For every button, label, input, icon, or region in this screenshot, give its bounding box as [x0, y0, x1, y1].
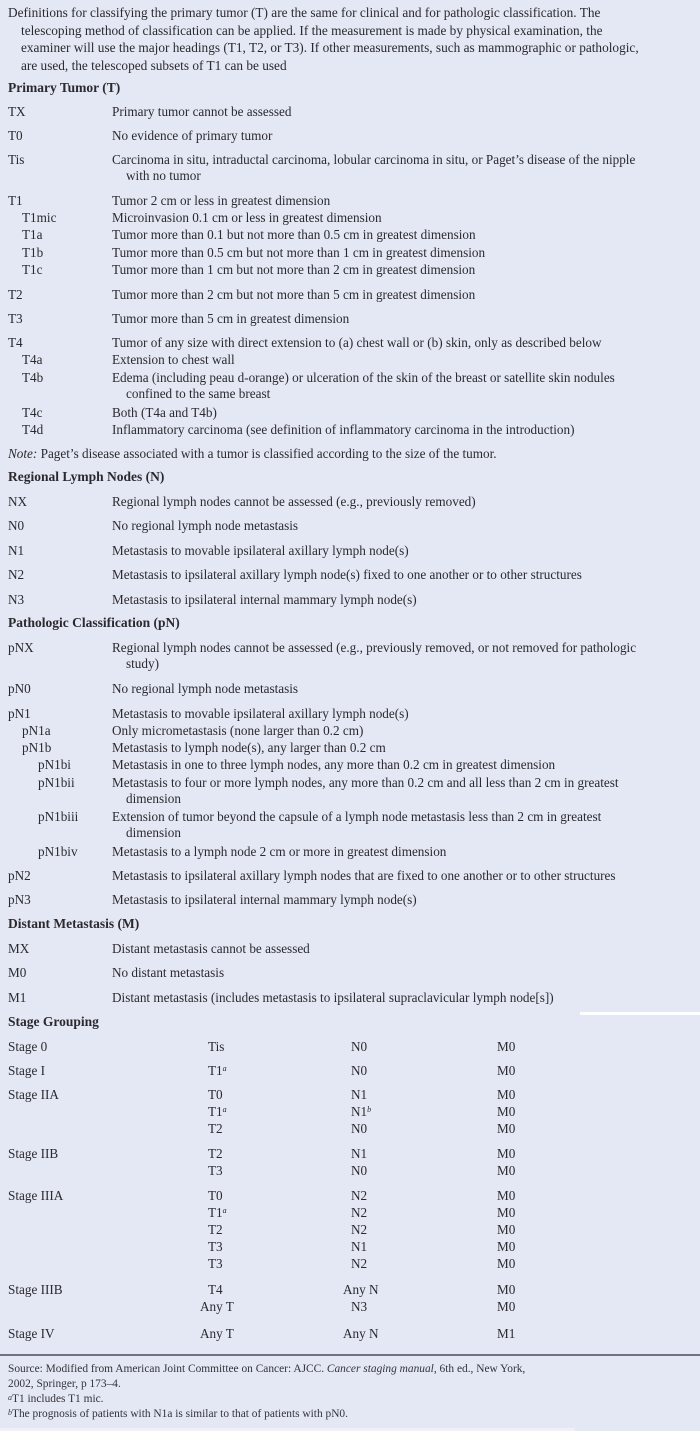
- stage-t: T0: [208, 1087, 223, 1102]
- row-desc: No evidence of primary tumor: [112, 128, 273, 143]
- stage-m: M0: [497, 1087, 516, 1102]
- row-code: pN1: [8, 706, 31, 721]
- stage-t: T0: [208, 1188, 223, 1203]
- row-desc-continued: with no tumor: [126, 168, 201, 183]
- row-desc: Tumor more than 5 cm in greatest dimension: [112, 311, 350, 326]
- source-citation: [8, 1362, 525, 1377]
- row-desc: Only micrometastasis (none larger than 0.2 cm): [112, 723, 364, 738]
- row-code: MX: [8, 941, 30, 956]
- stage-m: M0: [497, 1256, 516, 1271]
- source-text: Modified from American Joint Committee on Cancer: AJCC.: [42, 1363, 327, 1375]
- section-heading-stage-grouping: Stage Grouping: [8, 1014, 99, 1029]
- source-title: Cancer staging manual: [326, 1363, 434, 1375]
- row-code: pN1bi: [38, 757, 71, 772]
- stage-m: M0: [497, 1039, 516, 1054]
- row-code: M0: [8, 965, 27, 980]
- intro-paragraph: [8, 4, 698, 74]
- row-code: T4a: [22, 352, 43, 367]
- row-desc: No distant metastasis: [112, 965, 225, 980]
- row-desc: Regional lymph nodes cannot be assessed (e.g., previously removed): [112, 494, 476, 509]
- stage-label: Stage IV: [8, 1326, 55, 1341]
- stage-m: M0: [497, 1104, 516, 1119]
- stage-n: Any N: [343, 1326, 379, 1341]
- note-text: Paget’s disease associated with a tumor is classified according to the size of the tumor.: [37, 446, 497, 461]
- row-desc: Metastasis to ipsilateral internal mammary lymph node(s): [112, 592, 417, 607]
- stage-m: M0: [497, 1282, 516, 1297]
- stage-m: M0: [497, 1063, 516, 1078]
- footnote-marker: a: [222, 1206, 227, 1215]
- row-desc: Extension to chest wall: [112, 352, 235, 367]
- row-desc: Metastasis to movable ipsilateral axillary lymph node(s): [112, 543, 409, 558]
- row-desc: Edema (including peau d-orange) or ulceration of the skin of the breast or satellite skin nodules: [112, 370, 615, 385]
- row-code: pN1bii: [38, 775, 75, 790]
- row-code: TX: [8, 104, 26, 119]
- section-heading-pathologic-classification: Pathologic Classification (pN): [8, 615, 180, 630]
- row-desc-continued: study): [126, 656, 159, 671]
- row-desc: Both (T4a and T4b): [112, 405, 217, 420]
- row-code: T4b: [22, 370, 44, 385]
- row-desc: Metastasis to ipsilateral axillary lymph node(s) fixed to one another or to other structures: [112, 567, 582, 582]
- stage-t: T2: [208, 1146, 223, 1161]
- row-desc: Tumor of any size with direct extension to (a) chest wall or (b) skin, only as described below: [112, 335, 602, 350]
- stage-t: [208, 1104, 227, 1120]
- row-code: T1b: [22, 245, 44, 260]
- stage-t: Any T: [200, 1326, 234, 1341]
- stage-label: Stage I: [8, 1063, 45, 1078]
- row-code: T3: [8, 311, 23, 326]
- primary-tumor-note: [8, 446, 497, 462]
- stage-label: Stage 0: [8, 1039, 48, 1054]
- row-desc: Distant metastasis (includes metastasis to ipsilateral supraclavicular lymph node[s]): [112, 990, 554, 1005]
- scan-artifact-strip: [580, 1012, 700, 1015]
- stage-m: M0: [497, 1222, 516, 1237]
- row-desc: Metastasis to ipsilateral axillary lymph nodes that are fixed to one another or to other structures: [112, 868, 616, 883]
- footnote-marker: a: [222, 1064, 227, 1073]
- row-code: N1: [8, 543, 25, 558]
- row-code: T2: [8, 287, 23, 302]
- stage-n: N0: [351, 1039, 368, 1054]
- t-value: T1: [208, 1205, 223, 1220]
- footer-divider: [0, 1354, 700, 1356]
- row-desc: Tumor 2 cm or less in greatest dimension: [112, 193, 331, 208]
- stage-label: Stage IIB: [8, 1146, 59, 1161]
- row-code: pNX: [8, 640, 34, 655]
- row-desc: Tumor more than 0.5 cm but not more than 1 cm in greatest dimension: [112, 245, 486, 260]
- row-desc: Metastasis to lymph node(s), any larger than 0.2 cm: [112, 740, 386, 755]
- intro-line: Definitions for classifying the primary tumor (T) are the same for clinical and for pathologic classification. The: [8, 5, 601, 20]
- source-text: , 6th ed., New York,: [433, 1363, 526, 1375]
- stage-n: N1: [351, 1087, 368, 1102]
- stage-t: [208, 1205, 227, 1221]
- row-code: T4c: [22, 405, 43, 420]
- stage-n: N2: [351, 1188, 368, 1203]
- row-desc-continued: dimension: [126, 825, 181, 840]
- stage-t: Tis: [208, 1039, 225, 1054]
- row-desc: Metastasis to four or more lymph nodes, any more than 0.2 cm and all less than 2 cm in greatest: [112, 775, 619, 790]
- row-desc-continued: confined to the same breast: [126, 386, 271, 401]
- row-code: pN2: [8, 868, 31, 883]
- row-code: pN3: [8, 892, 31, 907]
- row-desc: Distant metastasis cannot be assessed: [112, 941, 310, 956]
- row-desc: Metastasis to a lymph node 2 cm or more in greatest dimension: [112, 844, 447, 859]
- row-desc: Primary tumor cannot be assessed: [112, 104, 292, 119]
- stage-t: Any T: [200, 1299, 234, 1314]
- stage-t: T4: [208, 1282, 223, 1297]
- row-code: N2: [8, 567, 25, 582]
- row-desc-continued: dimension: [126, 791, 181, 806]
- intro-line: telescoping method of classification can be applied. If the measurement is made by physical examination, the: [21, 22, 603, 38]
- row-desc: Tumor more than 1 cm but not more than 2 cm in greatest dimension: [112, 262, 476, 277]
- section-heading-distant-metastasis: Distant Metastasis (M): [8, 916, 140, 931]
- stage-m: M0: [497, 1239, 516, 1254]
- footnote-text: The prognosis of patients with N1a is similar to that of patients with pN0.: [12, 1408, 348, 1420]
- stage-m: M1: [497, 1326, 516, 1341]
- row-code: N0: [8, 518, 25, 533]
- intro-line: are used, the telescoped subsets of T1 can be used: [21, 57, 287, 73]
- row-code: M1: [8, 990, 27, 1005]
- footnote-text: T1 includes T1 mic.: [12, 1393, 104, 1405]
- stage-n: N0: [351, 1063, 368, 1078]
- stage-t: T2: [208, 1121, 223, 1136]
- stage-n: N0: [351, 1121, 368, 1136]
- row-desc: Inflammatory carcinoma (see definition of inflammatory carcinoma in the introduction): [112, 422, 575, 437]
- row-desc: Metastasis to movable ipsilateral axillary lymph node(s): [112, 706, 409, 721]
- row-code: T1mic: [22, 210, 57, 225]
- stage-n: [351, 1104, 371, 1120]
- row-code: pN1biii: [38, 809, 79, 824]
- row-code: Tis: [8, 152, 25, 167]
- row-desc: Microinvasion 0.1 cm or less in greatest dimension: [112, 210, 382, 225]
- row-code: T1: [8, 193, 23, 208]
- footnote-a: [8, 1392, 104, 1407]
- stage-m: M0: [497, 1146, 516, 1161]
- stage-m: M0: [497, 1299, 516, 1314]
- footnote-marker: a: [8, 1393, 12, 1402]
- stage-n: N1: [351, 1146, 368, 1161]
- source-label: Source:: [8, 1363, 43, 1375]
- row-desc: No regional lymph node metastasis: [112, 681, 299, 696]
- stage-m: M0: [497, 1188, 516, 1203]
- row-code: N3: [8, 592, 25, 607]
- footnote-marker: b: [8, 1408, 12, 1417]
- source-citation-line2: 2002, Springer, p 173–4.: [8, 1378, 121, 1390]
- row-desc: Tumor more than 0.1 but not more than 0.5 cm in greatest dimension: [112, 227, 476, 242]
- row-desc: Tumor more than 2 cm but not more than 5 cm in greatest dimension: [112, 287, 476, 302]
- stage-n: N2: [351, 1205, 368, 1220]
- stage-label: Stage IIA: [8, 1087, 59, 1102]
- stage-t: T2: [208, 1222, 223, 1237]
- stage-t: T3: [208, 1256, 223, 1271]
- row-desc: Regional lymph nodes cannot be assessed (e.g., previously removed, or not removed for pathologic: [112, 640, 637, 655]
- row-code: NX: [8, 494, 28, 509]
- stage-n: N2: [351, 1222, 368, 1237]
- row-code: pN1a: [22, 723, 51, 738]
- footnote-marker: b: [367, 1105, 372, 1114]
- stage-m: M0: [497, 1163, 516, 1178]
- stage-n: Any N: [343, 1282, 379, 1297]
- row-code: T1c: [22, 262, 43, 277]
- row-desc: Extension of tumor beyond the capsule of a lymph node metastasis less than 2 cm in greatest: [112, 809, 602, 824]
- stage-m: M0: [497, 1205, 516, 1220]
- stage-t: [208, 1063, 227, 1079]
- stage-n: N2: [351, 1256, 368, 1271]
- stage-n: N0: [351, 1163, 368, 1178]
- row-desc: Carcinoma in situ, intraductal carcinoma, lobular carcinoma in situ, or Paget’s disease of the nipple: [112, 152, 636, 167]
- row-code: T4d: [22, 422, 44, 437]
- footnote-marker: a: [222, 1105, 227, 1114]
- stage-m: M0: [497, 1121, 516, 1136]
- section-heading-regional-lymph-nodes: Regional Lymph Nodes (N): [8, 469, 165, 484]
- stage-label: Stage IIIA: [8, 1188, 64, 1203]
- stage-label: Stage IIIB: [8, 1282, 63, 1297]
- t-value: T1: [208, 1104, 223, 1119]
- stage-n: N3: [351, 1299, 368, 1314]
- n-value: N1: [351, 1104, 368, 1119]
- row-desc: Metastasis to ipsilateral internal mammary lymph node(s): [112, 892, 417, 907]
- note-label: Note:: [8, 446, 38, 461]
- stage-t: T3: [208, 1163, 223, 1178]
- stage-t: T3: [208, 1239, 223, 1254]
- row-code: pN1b: [22, 740, 52, 755]
- t-value: T1: [208, 1063, 223, 1078]
- section-heading-primary-tumor: Primary Tumor (T): [8, 80, 121, 95]
- footnote-b: [8, 1407, 348, 1422]
- row-code: T0: [8, 128, 23, 143]
- row-desc: Metastasis in one to three lymph nodes, any more than 0.2 cm in greatest dimension: [112, 757, 556, 772]
- row-code: T4: [8, 335, 23, 350]
- row-code: pN1biv: [38, 844, 78, 859]
- stage-n: N1: [351, 1239, 368, 1254]
- row-code: pN0: [8, 681, 31, 696]
- row-desc: No regional lymph node metastasis: [112, 518, 299, 533]
- row-code: T1a: [22, 227, 43, 242]
- intro-line: examiner will use the major headings (T1, T2, or T3). If other measurements, such as mammographic or pathologic,: [21, 40, 639, 55]
